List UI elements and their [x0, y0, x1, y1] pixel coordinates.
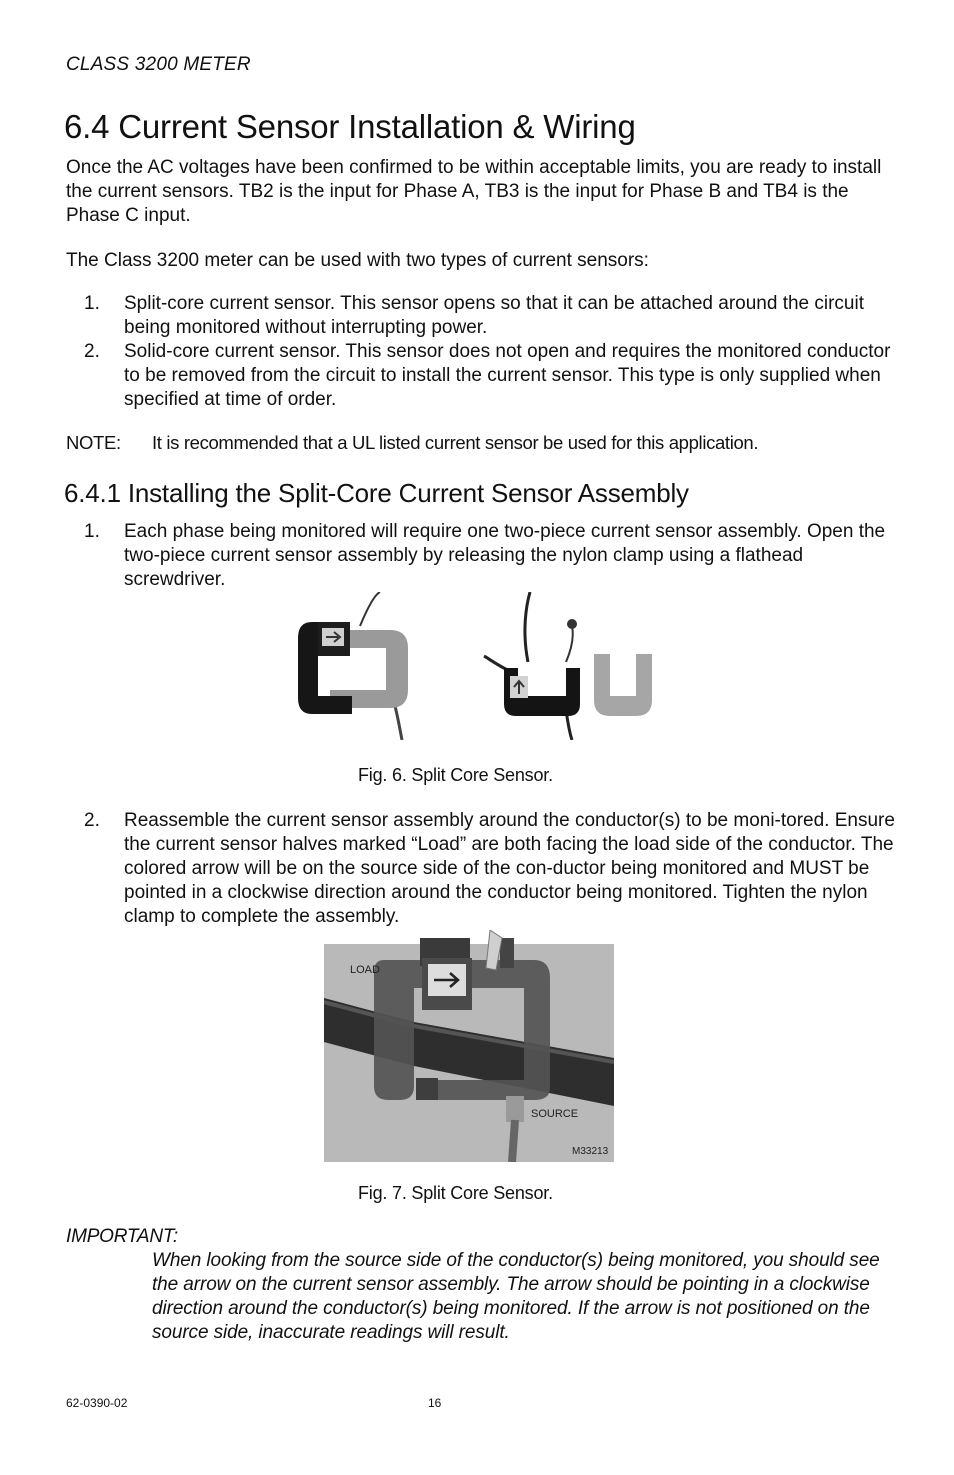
section-title: 6.4 Current Sensor Installation & Wiring [64, 108, 636, 145]
figure-6-image [290, 592, 660, 740]
split-core-sensor-photo [290, 592, 660, 740]
list-item-number: 1. [84, 521, 100, 542]
running-header: CLASS 3200 METER [66, 54, 251, 75]
note-text: It is recommended that a UL listed current sensor be used for this application. [152, 432, 759, 453]
list-item [84, 520, 896, 592]
figure-7-caption: Fig. 7. Split Core Sensor. [358, 1183, 553, 1203]
page-number: 16 [428, 1396, 442, 1410]
fig7-load-label: LOAD [350, 964, 380, 976]
list-item-number: 2. [84, 341, 100, 362]
list-item-text: Each phase being monitored will require one two-piece current sensor assembly. Open the two-piece current sensor assembly by releasing the nylon clamp using a flathead screwdriver. [124, 521, 886, 590]
fig7-reference-code: M33213 [572, 1146, 609, 1157]
document-number: 62-0390-02 [66, 1396, 128, 1410]
list-item [84, 340, 896, 412]
intro-paragraph: Once the AC voltages have been confirmed to be within acceptable limits, you are ready to install the current sensors. TB2 is the input for Phase A, TB3 is the input for Phase B and TB4 is the Phase C input. [66, 157, 882, 226]
figure-7-image [324, 930, 614, 1162]
sensor-types-intro: The Class 3200 meter can be used with two types of current sensors: [66, 250, 649, 271]
list-item-text: Split-core current sensor. This sensor opens so that it can be attached around the circuit being monitored without interrupting power. [124, 293, 864, 338]
list-item-text: Reassemble the current sensor assembly around the conductor(s) to be moni-tored. Ensure the current sensor halves marked “Load” are both facing the load side of the conductor. The colored arrow will be on the source side of the con-ductor being monitored and MUST be pointed in a clockwise direction around the conductor being monitored. Tighten the nylon clamp to complete the assembly. [124, 810, 895, 927]
figure-6-caption: Fig. 6. Split Core Sensor. [358, 765, 553, 785]
list-item-text: Solid-core current sensor. This sensor does not open and requires the monitored conductor to be removed from the circuit to install the current sensor. This type is only supplied when specified at time of order. [124, 341, 891, 410]
fig7-source-label: SOURCE [531, 1108, 579, 1120]
important-text: When looking from the source side of the conductor(s) being monitored, you should see the arrow on the current sensor assembly. The arrow should be pointing in a clockwise direction around the conductor(s) being monitored. If the arrow is not positioned on the source side, inaccurate readings will result. [152, 1250, 880, 1343]
list-item-number: 2. [84, 810, 100, 831]
note-label: NOTE: [66, 432, 121, 453]
list-item [84, 809, 896, 929]
list-item-number: 1. [84, 293, 100, 314]
subsection-title: 6.4.1 Installing the Split-Core Current Sensor Assembly [64, 478, 689, 508]
list-item [84, 292, 896, 340]
important-label: IMPORTANT: [66, 1226, 179, 1247]
note [66, 432, 758, 454]
